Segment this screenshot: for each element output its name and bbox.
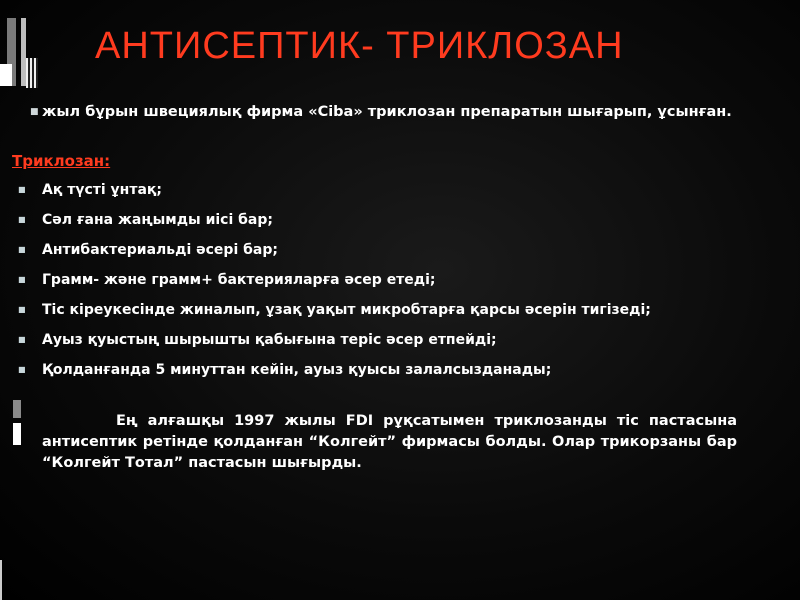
list-item xyxy=(18,238,651,268)
decor-bar xyxy=(13,423,21,445)
list-item-text: Сәл ғана жаңымды иісі бар; xyxy=(42,212,273,228)
list-item xyxy=(18,268,651,298)
decor-stripes xyxy=(26,58,38,88)
closing-paragraph xyxy=(42,411,737,474)
decor-bar xyxy=(0,64,12,86)
list-item xyxy=(18,328,651,358)
property-list xyxy=(18,178,651,388)
bullet-icon: ■ xyxy=(18,215,26,224)
decor-bar xyxy=(13,400,21,418)
bullet-icon: ■ xyxy=(18,335,26,344)
intro-paragraph: жыл бұрын швециялық фирма «Ciba» триклозан препаратын шығарып, ұсынған. xyxy=(42,104,732,120)
bullet-icon: ■ xyxy=(30,107,39,117)
list-item-text: Тіс кіреукесінде жиналып, ұзақ уақыт микробтарға қарсы әсерін тигізеді; xyxy=(42,302,651,318)
list-item xyxy=(18,178,651,208)
bullet-icon: ■ xyxy=(18,245,26,254)
list-item xyxy=(18,208,651,238)
list-item xyxy=(18,298,651,328)
bullet-icon: ■ xyxy=(18,365,26,374)
bullet-icon: ■ xyxy=(18,185,26,194)
list-item-text: Антибактериальді әсері бар; xyxy=(42,242,278,258)
bullet-icon: ■ xyxy=(18,275,26,284)
section-heading: Триклозан: xyxy=(12,152,111,170)
bullet-icon: ■ xyxy=(18,305,26,314)
list-item xyxy=(18,358,651,388)
list-item-text: Ақ түсті ұнтақ; xyxy=(42,182,162,198)
list-item-text: Грамм- және грамм+ бактерияларға әсер етеді; xyxy=(42,272,436,288)
list-item-text: Ауыз қуыстың шырышты қабығына теріс әсер етпейді; xyxy=(42,332,497,348)
list-item-text: Қолданғанда 5 минуттан кейін, ауыз қуысы залалсызданады; xyxy=(42,362,552,378)
decor-bar xyxy=(0,560,2,600)
slide-title: АНТИСЕПТИК- ТРИКЛОЗАН xyxy=(95,25,624,67)
closing-text: Ең алғашқы 1997 жылы FDI рұқсатымен триклозанды тіс пастасына антисептик ретінде қолданған “Колгейт” фирмасы болды. Олар трикорзаны бар “Колгейт Тотал” пастасын шығырды. xyxy=(42,413,737,471)
